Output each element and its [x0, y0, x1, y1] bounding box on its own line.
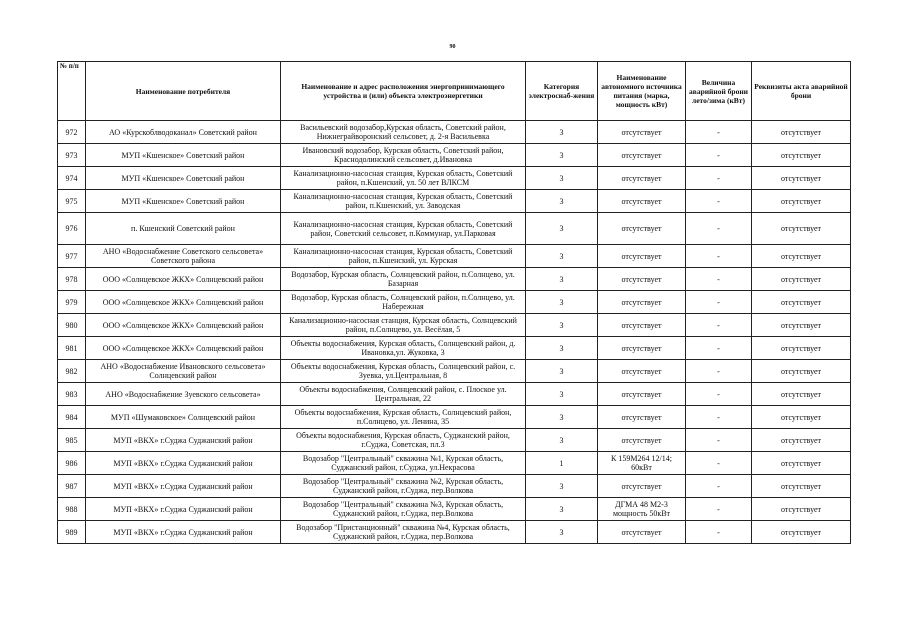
emergency-reserve: - [686, 429, 752, 452]
row-number: 988 [58, 498, 86, 521]
supply-category: 3 [526, 429, 598, 452]
object-address: Объекты водоснабжения, Курская область, Солнцевский район, п.Солнцево, ул. Ленина, 35 [281, 406, 526, 429]
table-row [58, 406, 851, 429]
table-row [58, 190, 851, 213]
emergency-reserve: - [686, 383, 752, 406]
table-row [58, 121, 851, 144]
backup-power-source: отсутствует [598, 144, 686, 167]
header-reserve: Величина аварийной брони лето/зима (кВт) [686, 62, 752, 121]
backup-power-source: отсутствует [598, 268, 686, 291]
reserve-act: отсутствует [752, 337, 851, 360]
object-address: Канализационно-насосная станция, Курская область, Советский район, п.Кшенский, ул. Заводская [281, 190, 526, 213]
table-row [58, 498, 851, 521]
emergency-reserve: - [686, 452, 752, 475]
backup-power-source: ДГМА 48 М2-3 мощность 50кВт [598, 498, 686, 521]
consumer-name: ООО «Солнцевское ЖКХ» Солнцевский район [86, 268, 281, 291]
consumer-name: МУП «ВКХ» г.Суджа Суджанский район [86, 452, 281, 475]
row-number: 979 [58, 291, 86, 314]
object-address: Канализационно-насосная станция, Курская область, Советский район, Советский сельсовет, п.Коммунар, ул.Парковая [281, 213, 526, 245]
consumer-name: ООО «Солнцевское ЖКХ» Солнцевский район [86, 337, 281, 360]
reserve-act: отсутствует [752, 121, 851, 144]
row-number: 973 [58, 144, 86, 167]
backup-power-source: отсутствует [598, 406, 686, 429]
table-row [58, 360, 851, 383]
reserve-act: отсутствует [752, 213, 851, 245]
table-row [58, 337, 851, 360]
object-address: Водозабор "Центральный" скважина №1, Курская область, Суджанский район, г.Суджа, ул.Некрасова [281, 452, 526, 475]
table-row [58, 521, 851, 544]
consumer-name: МУП «Кшенское» Советский район [86, 167, 281, 190]
header-address: Наименование и адрес расположения энергопринимающего устройства и (или) объекта электроэнергетики [281, 62, 526, 121]
consumer-table [57, 61, 851, 544]
header-source: Наименование автономного источника питания (марка, мощность кВт) [598, 62, 686, 121]
consumer-name: МУП «ВКХ» г.Суджа Суджанский район [86, 475, 281, 498]
row-number: 974 [58, 167, 86, 190]
row-number: 972 [58, 121, 86, 144]
backup-power-source: отсутствует [598, 213, 686, 245]
header-num: № п/п [58, 62, 86, 121]
object-address: Объекты водоснабжения, Курская область, Суджанский район, г.Суджа, Советская, пл.3 [281, 429, 526, 452]
object-address: Канализационно-насосная станция, Курская область, Советский район, п.Кшенский, ул. Курская [281, 245, 526, 268]
object-address: Объекты водоснабжения, Солнцевский район, с. Плоское ул. Центральная, 22 [281, 383, 526, 406]
consumer-name: МУП «ВКХ» г.Суджа Суджанский район [86, 521, 281, 544]
consumer-name: АНО «Водоснабжение Советского сельсовета» Советского района [86, 245, 281, 268]
emergency-reserve: - [686, 360, 752, 383]
backup-power-source: К 159М264 12/14; 60кВт [598, 452, 686, 475]
backup-power-source: отсутствует [598, 383, 686, 406]
supply-category: 3 [526, 383, 598, 406]
emergency-reserve: - [686, 144, 752, 167]
row-number: 980 [58, 314, 86, 337]
emergency-reserve: - [686, 190, 752, 213]
consumer-name: АНО «Водоснабжение Ивановского сельсовета» Солнцевский район [86, 360, 281, 383]
consumer-name: МУП «ВКХ» г.Суджа Суджанский район [86, 429, 281, 452]
header-act: Реквизиты акта аварийной брони [752, 62, 851, 121]
object-address: Водозабор, Курская область, Солнцевский район, п.Солнцево, ул. Набережная [281, 291, 526, 314]
header-category: Категория электроснаб-жения [526, 62, 598, 121]
backup-power-source: отсутствует [598, 291, 686, 314]
row-number: 984 [58, 406, 86, 429]
backup-power-source: отсутствует [598, 360, 686, 383]
row-number: 976 [58, 213, 86, 245]
consumer-name: ООО «Солнцевское ЖКХ» Солнцевский район [86, 291, 281, 314]
reserve-act: отсутствует [752, 429, 851, 452]
backup-power-source: отсутствует [598, 314, 686, 337]
row-number: 977 [58, 245, 86, 268]
object-address: Объекты водоснабжения, Курская область, Солнцевский район, д. Ивановка,ул. Жуковка, 3 [281, 337, 526, 360]
reserve-act: отсутствует [752, 167, 851, 190]
consumer-name: АНО «Водоснабжение Зуевского сельсовета» [86, 383, 281, 406]
backup-power-source: отсутствует [598, 167, 686, 190]
supply-category: 3 [526, 268, 598, 291]
object-address: Ивановский водозабор, Курская область, Советский район, Краснодолинский сельсовет, д.Ивановка [281, 144, 526, 167]
consumer-name: МУП «ВКХ» г.Суджа Суджанский район [86, 498, 281, 521]
table-row [58, 167, 851, 190]
emergency-reserve: - [686, 337, 752, 360]
table-body [58, 121, 851, 544]
object-address: Васильевский водозабор,Курская область, Советский район, Нижнеграйворонский сельсовет, д. 2-я Васильевка [281, 121, 526, 144]
header-row [58, 62, 851, 121]
table-row [58, 475, 851, 498]
emergency-reserve: - [686, 268, 752, 291]
supply-category: 1 [526, 452, 598, 475]
reserve-act: отсутствует [752, 406, 851, 429]
row-number: 981 [58, 337, 86, 360]
reserve-act: отсутствует [752, 521, 851, 544]
table-row [58, 429, 851, 452]
row-number: 989 [58, 521, 86, 544]
supply-category: 3 [526, 360, 598, 383]
object-address: Водозабор "Пристанционный" скважина №4, Курская область, Суджанский район, г.Суджа, пер.Волкова [281, 521, 526, 544]
table-row [58, 144, 851, 167]
table-row [58, 245, 851, 268]
supply-category: 3 [526, 475, 598, 498]
supply-category: 3 [526, 314, 598, 337]
supply-category: 3 [526, 498, 598, 521]
reserve-act: отсутствует [752, 360, 851, 383]
supply-category: 3 [526, 190, 598, 213]
consumer-name: п. Кшенский Советский район [86, 213, 281, 245]
table-row [58, 452, 851, 475]
page-number: 90 [449, 44, 456, 50]
supply-category: 3 [526, 406, 598, 429]
emergency-reserve: - [686, 167, 752, 190]
backup-power-source: отсутствует [598, 521, 686, 544]
emergency-reserve: - [686, 406, 752, 429]
emergency-reserve: - [686, 521, 752, 544]
object-address: Объекты водоснабжения, Курская область, Солнцевский район, с. Зуевка, ул.Центральная, 8 [281, 360, 526, 383]
object-address: Канализационно-насосная станция, Курская область, Советский район, п.Кшенский, ул. 50 лет ВЛКСМ [281, 167, 526, 190]
backup-power-source: отсутствует [598, 337, 686, 360]
emergency-reserve: - [686, 213, 752, 245]
object-address: Водозабор "Центральный" скважина №3, Курская область, Суджанский район, г.Суджа, пер.Волкова [281, 498, 526, 521]
consumer-name: ООО «Солнцевское ЖКХ» Солнцевский район [86, 314, 281, 337]
consumer-name: МУП «Кшенское» Советский район [86, 190, 281, 213]
supply-category: 3 [526, 337, 598, 360]
row-number: 983 [58, 383, 86, 406]
emergency-reserve: - [686, 314, 752, 337]
reserve-act: отсутствует [752, 452, 851, 475]
table-row [58, 383, 851, 406]
reserve-act: отсутствует [752, 245, 851, 268]
consumer-name: МУП «Кшенское» Советский район [86, 144, 281, 167]
emergency-reserve: - [686, 498, 752, 521]
supply-category: 3 [526, 521, 598, 544]
backup-power-source: отсутствует [598, 475, 686, 498]
table-row [58, 213, 851, 245]
emergency-reserve: - [686, 291, 752, 314]
supply-category: 3 [526, 291, 598, 314]
supply-category: 3 [526, 213, 598, 245]
supply-category: 3 [526, 121, 598, 144]
consumer-name: АО «Курскоблводоканал» Советский район [86, 121, 281, 144]
backup-power-source: отсутствует [598, 121, 686, 144]
table-row [58, 291, 851, 314]
row-number: 985 [58, 429, 86, 452]
reserve-act: отсутствует [752, 314, 851, 337]
backup-power-source: отсутствует [598, 190, 686, 213]
supply-category: 3 [526, 144, 598, 167]
reserve-act: отсутствует [752, 144, 851, 167]
row-number: 982 [58, 360, 86, 383]
consumer-name: МУП «Шумаковское» Солнцевский район [86, 406, 281, 429]
object-address: Водозабор "Центральный" скважина №2, Курская область, Суджанский район, г.Суджа, пер.Волкова [281, 475, 526, 498]
reserve-act: отсутствует [752, 190, 851, 213]
emergency-reserve: - [686, 121, 752, 144]
row-number: 975 [58, 190, 86, 213]
reserve-act: отсутствует [752, 268, 851, 291]
supply-category: 3 [526, 167, 598, 190]
reserve-act: отсутствует [752, 498, 851, 521]
reserve-act: отсутствует [752, 475, 851, 498]
header-consumer: Наименование потребителя [86, 62, 281, 121]
table-row [58, 314, 851, 337]
emergency-reserve: - [686, 245, 752, 268]
row-number: 987 [58, 475, 86, 498]
object-address: Канализационно-насосная станция, Курская область, Солнцевский район, п.Солнцево, ул. Весёлая, 5 [281, 314, 526, 337]
backup-power-source: отсутствует [598, 245, 686, 268]
object-address: Водозабор, Курская область, Солнцевский район, п.Солнцево, ул. Базарная [281, 268, 526, 291]
table-row [58, 268, 851, 291]
reserve-act: отсутствует [752, 291, 851, 314]
row-number: 978 [58, 268, 86, 291]
emergency-reserve: - [686, 475, 752, 498]
supply-category: 3 [526, 245, 598, 268]
backup-power-source: отсутствует [598, 429, 686, 452]
reserve-act: отсутствует [752, 383, 851, 406]
row-number: 986 [58, 452, 86, 475]
